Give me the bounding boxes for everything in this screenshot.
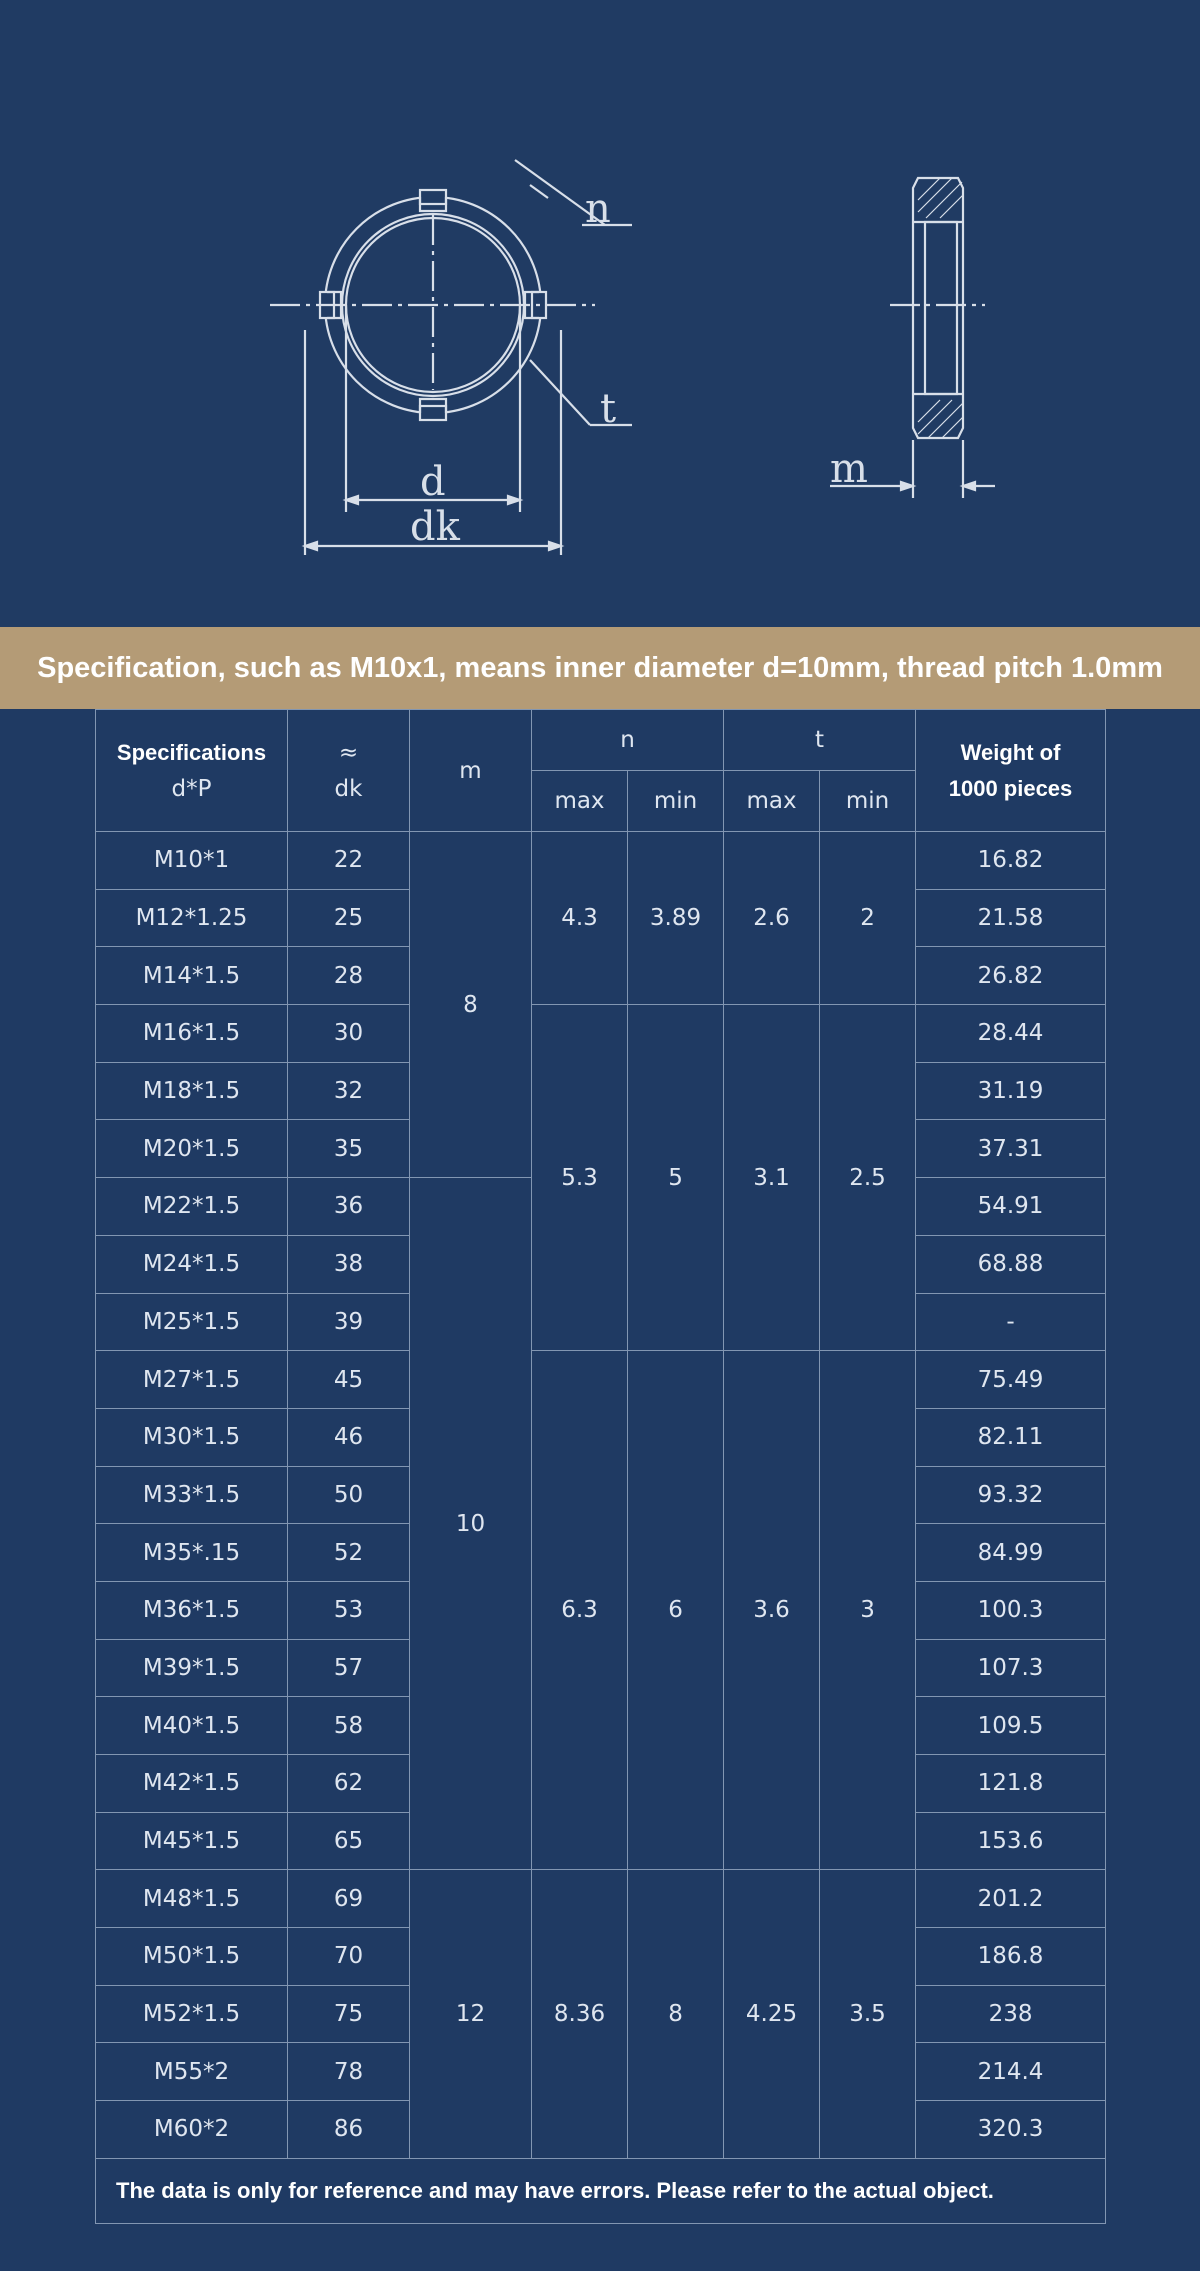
weight-cell: 320.3 — [916, 2101, 1106, 2159]
n-min-cell: 8 — [628, 1870, 724, 2158]
t-min-cell: 2 — [820, 832, 916, 1005]
spec-cell: M22*1.5 — [96, 1178, 288, 1236]
header-t-max: max — [724, 771, 820, 832]
spec-cell: M16*1.5 — [96, 1005, 288, 1063]
dk-cell: 30 — [288, 1005, 410, 1063]
weight-cell: 26.82 — [916, 947, 1106, 1005]
dk-cell: 53 — [288, 1581, 410, 1639]
weight-cell: 153.6 — [916, 1812, 1106, 1870]
spec-cell: M25*1.5 — [96, 1293, 288, 1351]
dk-cell: 28 — [288, 947, 410, 1005]
dk-cell: 62 — [288, 1755, 410, 1813]
weight-cell: 214.4 — [916, 2043, 1106, 2101]
weight-cell: 54.91 — [916, 1178, 1106, 1236]
header-m: m — [410, 710, 532, 832]
weight-cell: 121.8 — [916, 1755, 1106, 1813]
weight-cell: 82.11 — [916, 1408, 1106, 1466]
t-max-cell: 2.6 — [724, 832, 820, 1005]
header-t: t — [724, 710, 916, 771]
header-dk — [288, 710, 410, 832]
specification-banner: Specification, such as M10x1, means inner diameter d=10mm, thread pitch 1.0mm — [0, 627, 1200, 709]
weight-cell: 84.99 — [916, 1524, 1106, 1582]
dk-cell: 25 — [288, 889, 410, 947]
header-spec-sub: d*P — [171, 775, 212, 802]
dk-cell: 86 — [288, 2101, 410, 2159]
dk-cell: 69 — [288, 1870, 410, 1928]
spec-cell: M45*1.5 — [96, 1812, 288, 1870]
label-n: n — [585, 186, 611, 232]
weight-cell: 186.8 — [916, 1928, 1106, 1986]
m-cell: 12 — [410, 1870, 532, 2158]
spec-table-wrap — [95, 709, 1105, 2224]
spec-cell: M48*1.5 — [96, 1870, 288, 1928]
m-cell: 10 — [410, 1178, 532, 1870]
weight-cell: 37.31 — [916, 1120, 1106, 1178]
weight-cell: 100.3 — [916, 1581, 1106, 1639]
spec-cell: M39*1.5 — [96, 1639, 288, 1697]
header-dk-approx: ≈ — [338, 739, 359, 766]
spec-cell: M60*2 — [96, 2101, 288, 2159]
weight-cell: 68.88 — [916, 1235, 1106, 1293]
header-weight-line1: Weight of — [960, 739, 1061, 765]
n-min-cell: 3.89 — [628, 832, 724, 1005]
dk-cell: 50 — [288, 1466, 410, 1524]
weight-cell: 75.49 — [916, 1351, 1106, 1409]
spec-cell: M33*1.5 — [96, 1466, 288, 1524]
header-weight-line2: 1000 pieces — [948, 775, 1073, 801]
weight-cell: 16.82 — [916, 832, 1106, 890]
spec-cell: M50*1.5 — [96, 1928, 288, 1986]
spec-cell: M27*1.5 — [96, 1351, 288, 1409]
lock-nut-drawing — [0, 0, 1200, 627]
table-row — [96, 832, 1106, 890]
spec-cell: M42*1.5 — [96, 1755, 288, 1813]
dk-cell: 70 — [288, 1928, 410, 1986]
label-dk: dk — [410, 504, 460, 550]
dk-cell: 65 — [288, 1812, 410, 1870]
m-cell: 8 — [410, 832, 532, 1178]
dk-cell: 38 — [288, 1235, 410, 1293]
disclaimer-note: The data is only for reference and may have errors. Please refer to the actual object. — [96, 2158, 1106, 2223]
spec-table — [95, 709, 1106, 2224]
dk-cell: 46 — [288, 1408, 410, 1466]
header-n: n — [532, 710, 724, 771]
spec-cell: M40*1.5 — [96, 1697, 288, 1755]
n-max-cell: 5.3 — [532, 1005, 628, 1351]
front-view — [270, 160, 632, 555]
header-n-max: max — [532, 771, 628, 832]
table-row — [96, 1005, 1106, 1063]
table-footer-row — [96, 2158, 1106, 2223]
dk-cell: 39 — [288, 1293, 410, 1351]
n-max-cell: 6.3 — [532, 1351, 628, 1870]
dk-cell: 45 — [288, 1351, 410, 1409]
dk-cell: 57 — [288, 1639, 410, 1697]
dk-cell: 22 — [288, 832, 410, 890]
dk-cell: 52 — [288, 1524, 410, 1582]
weight-cell: 21.58 — [916, 889, 1106, 947]
table-row — [96, 1351, 1106, 1409]
spec-cell: M24*1.5 — [96, 1235, 288, 1293]
label-t: t — [600, 386, 617, 432]
spec-cell: M12*1.25 — [96, 889, 288, 947]
spec-cell: M55*2 — [96, 2043, 288, 2101]
drawing-area — [0, 0, 1200, 627]
weight-cell: 31.19 — [916, 1062, 1106, 1120]
dk-cell: 36 — [288, 1178, 410, 1236]
dk-cell: 35 — [288, 1120, 410, 1178]
weight-cell: 238 — [916, 1985, 1106, 2043]
spec-cell: M36*1.5 — [96, 1581, 288, 1639]
header-specifications — [96, 710, 288, 832]
n-max-cell: 4.3 — [532, 832, 628, 1005]
spec-cell: M10*1 — [96, 832, 288, 890]
spec-cell: M52*1.5 — [96, 1985, 288, 2043]
header-weight — [916, 710, 1106, 832]
dk-cell: 75 — [288, 1985, 410, 2043]
t-max-cell: 3.6 — [724, 1351, 820, 1870]
weight-cell: 93.32 — [916, 1466, 1106, 1524]
weight-cell: 109.5 — [916, 1697, 1106, 1755]
dk-cell: 58 — [288, 1697, 410, 1755]
weight-cell: - — [916, 1293, 1106, 1351]
t-max-cell: 4.25 — [724, 1870, 820, 2158]
header-spec-label: Specifications — [116, 739, 267, 765]
n-max-cell: 8.36 — [532, 1870, 628, 2158]
n-min-cell: 6 — [628, 1351, 724, 1870]
spec-cell: M18*1.5 — [96, 1062, 288, 1120]
dk-cell: 32 — [288, 1062, 410, 1120]
header-n-min: min — [628, 771, 724, 832]
header-dk-label: dk — [334, 775, 363, 802]
spec-cell: M20*1.5 — [96, 1120, 288, 1178]
spec-cell: M35*.15 — [96, 1524, 288, 1582]
dk-cell: 78 — [288, 2043, 410, 2101]
header-t-min: min — [820, 771, 916, 832]
table-row — [96, 1870, 1106, 1928]
t-min-cell: 3 — [820, 1351, 916, 1870]
t-max-cell: 3.1 — [724, 1005, 820, 1351]
weight-cell: 201.2 — [916, 1870, 1106, 1928]
label-d: d — [420, 459, 446, 505]
spec-cell: M14*1.5 — [96, 947, 288, 1005]
t-min-cell: 2.5 — [820, 1005, 916, 1351]
t-min-cell: 3.5 — [820, 1870, 916, 2158]
label-m: m — [830, 446, 868, 492]
n-min-cell: 5 — [628, 1005, 724, 1351]
spec-cell: M30*1.5 — [96, 1408, 288, 1466]
weight-cell: 28.44 — [916, 1005, 1106, 1063]
weight-cell: 107.3 — [916, 1639, 1106, 1697]
